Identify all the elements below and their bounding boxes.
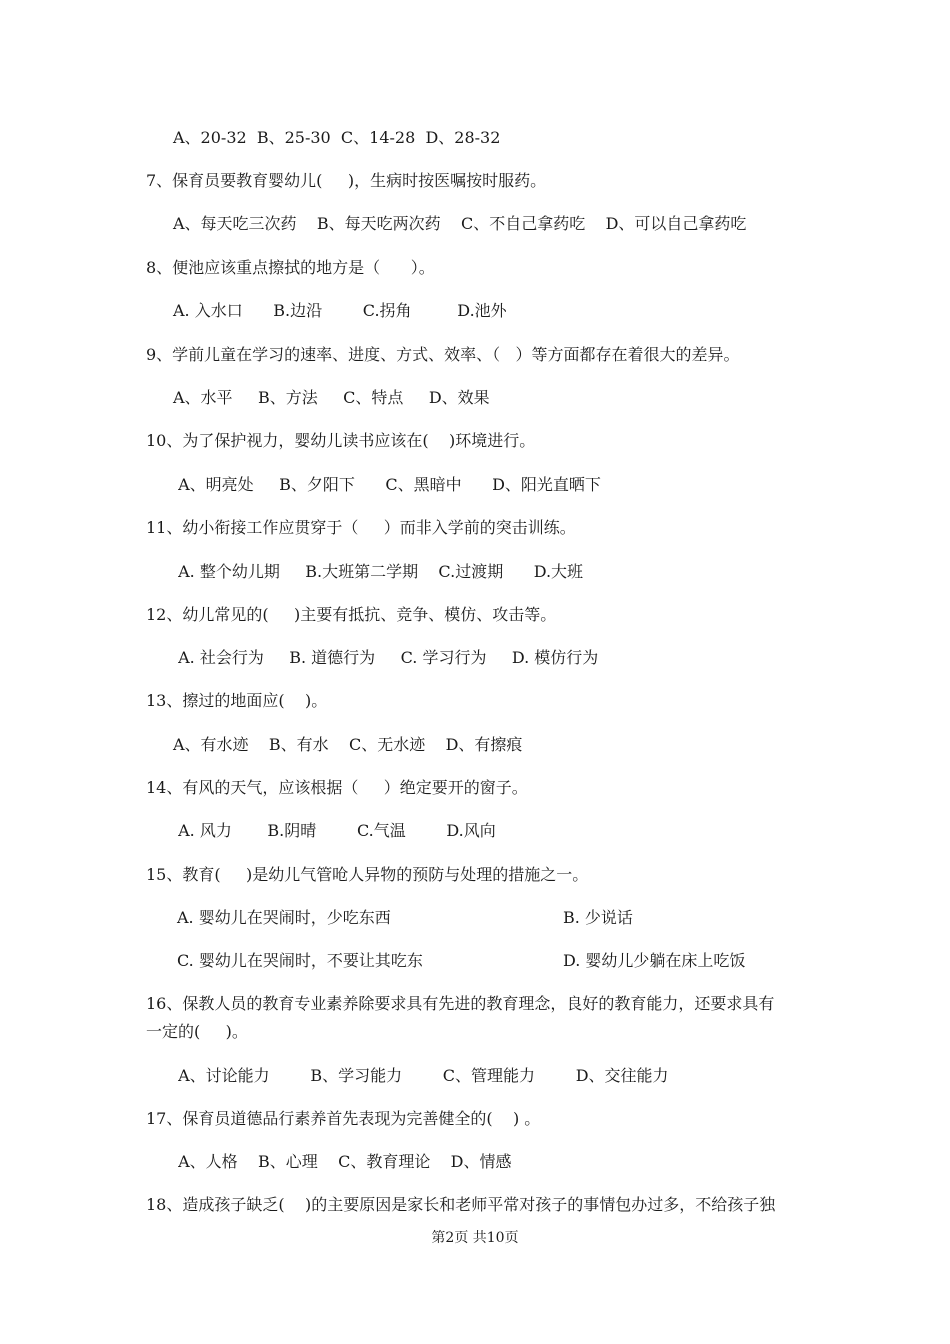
question-11: 11、幼小衔接工作应贯穿于（ ）而非入学前的突击训练。 <box>146 518 576 537</box>
question-7: 7、保育员要教育婴幼儿( )，生病时按医嘱按时服药。 <box>146 171 547 190</box>
q15-option-c: C. 婴幼儿在哭闹时，不要让其吃东 <box>177 951 423 970</box>
question-9: 9、学前儿童在学习的速率、进度、方式、效率、（ ）等方面都存在着很大的差异。 <box>146 345 740 364</box>
question-10: 10、为了保护视力，婴幼儿读书应该在( )环境进行。 <box>146 431 536 450</box>
q15-option-b: B. 少说话 <box>563 908 633 927</box>
question-13: 13、擦过的地面应( )。 <box>146 691 328 710</box>
question-15: 15、教育( )是幼儿气管呛人异物的预防与处理的措施之一。 <box>146 865 589 884</box>
q15-option-a: A. 婴幼儿在哭闹时，少吃东西 <box>177 908 391 927</box>
q9-options: A、水平 B、方法 C、特点 D、效果 <box>173 388 490 407</box>
q6-options: A、20-32 B、25-30 C、14-28 D、28-32 <box>173 128 501 147</box>
question-8: 8、便池应该重点擦拭的地方是（ ）。 <box>146 258 435 277</box>
q16-options: A、讨论能力 B、学习能力 C、管理能力 D、交往能力 <box>173 1066 669 1085</box>
question-16-line-1: 16、保教人员的教育专业素养除要求具有先进的教育理念，良好的教育能力，还要求具有 <box>146 994 775 1013</box>
q8-options: A. 入水口 B.边沿 C.拐角 D.池外 <box>173 301 507 320</box>
q11-options: A. 整个幼儿期 B.大班第二学期 C.过渡期 D.大班 <box>173 562 584 581</box>
q13-options: A、有水迹 B、有水 C、无水迹 D、有擦痕 <box>173 735 523 754</box>
q17-options: A、人格 B、心理 C、教育理论 D、情感 <box>173 1152 512 1171</box>
question-12: 12、幼儿常见的( )主要有抵抗、竞争、模仿、攻击等。 <box>146 605 557 624</box>
q10-options: A、明亮处 B、夕阳下 C、黑暗中 D、阳光直晒下 <box>173 475 601 494</box>
q14-options: A. 风力 B.阴晴 C.气温 D.风向 <box>173 821 496 840</box>
page-footer: 第2页 共10页 <box>431 1230 519 1246</box>
question-16-line-2: 一定的( )。 <box>146 1022 248 1041</box>
question-18: 18、造成孩子缺乏( )的主要原因是家长和老师平常对孩子的事情包办过多，不给孩子独 <box>146 1195 776 1214</box>
question-17: 17、保育员道德品行素养首先表现为完善健全的( ) 。 <box>146 1109 541 1128</box>
q7-options: A、每天吃三次药 B、每天吃两次药 C、不自己拿药吃 D、可以自己拿药吃 <box>173 214 747 233</box>
q15-option-d: D. 婴幼儿少躺在床上吃饭 <box>563 951 746 970</box>
q12-options: A. 社会行为 B. 道德行为 C. 学习行为 D. 模仿行为 <box>173 648 599 667</box>
question-14: 14、有风的天气，应该根据（ ）绝定要开的窗子。 <box>146 778 528 797</box>
